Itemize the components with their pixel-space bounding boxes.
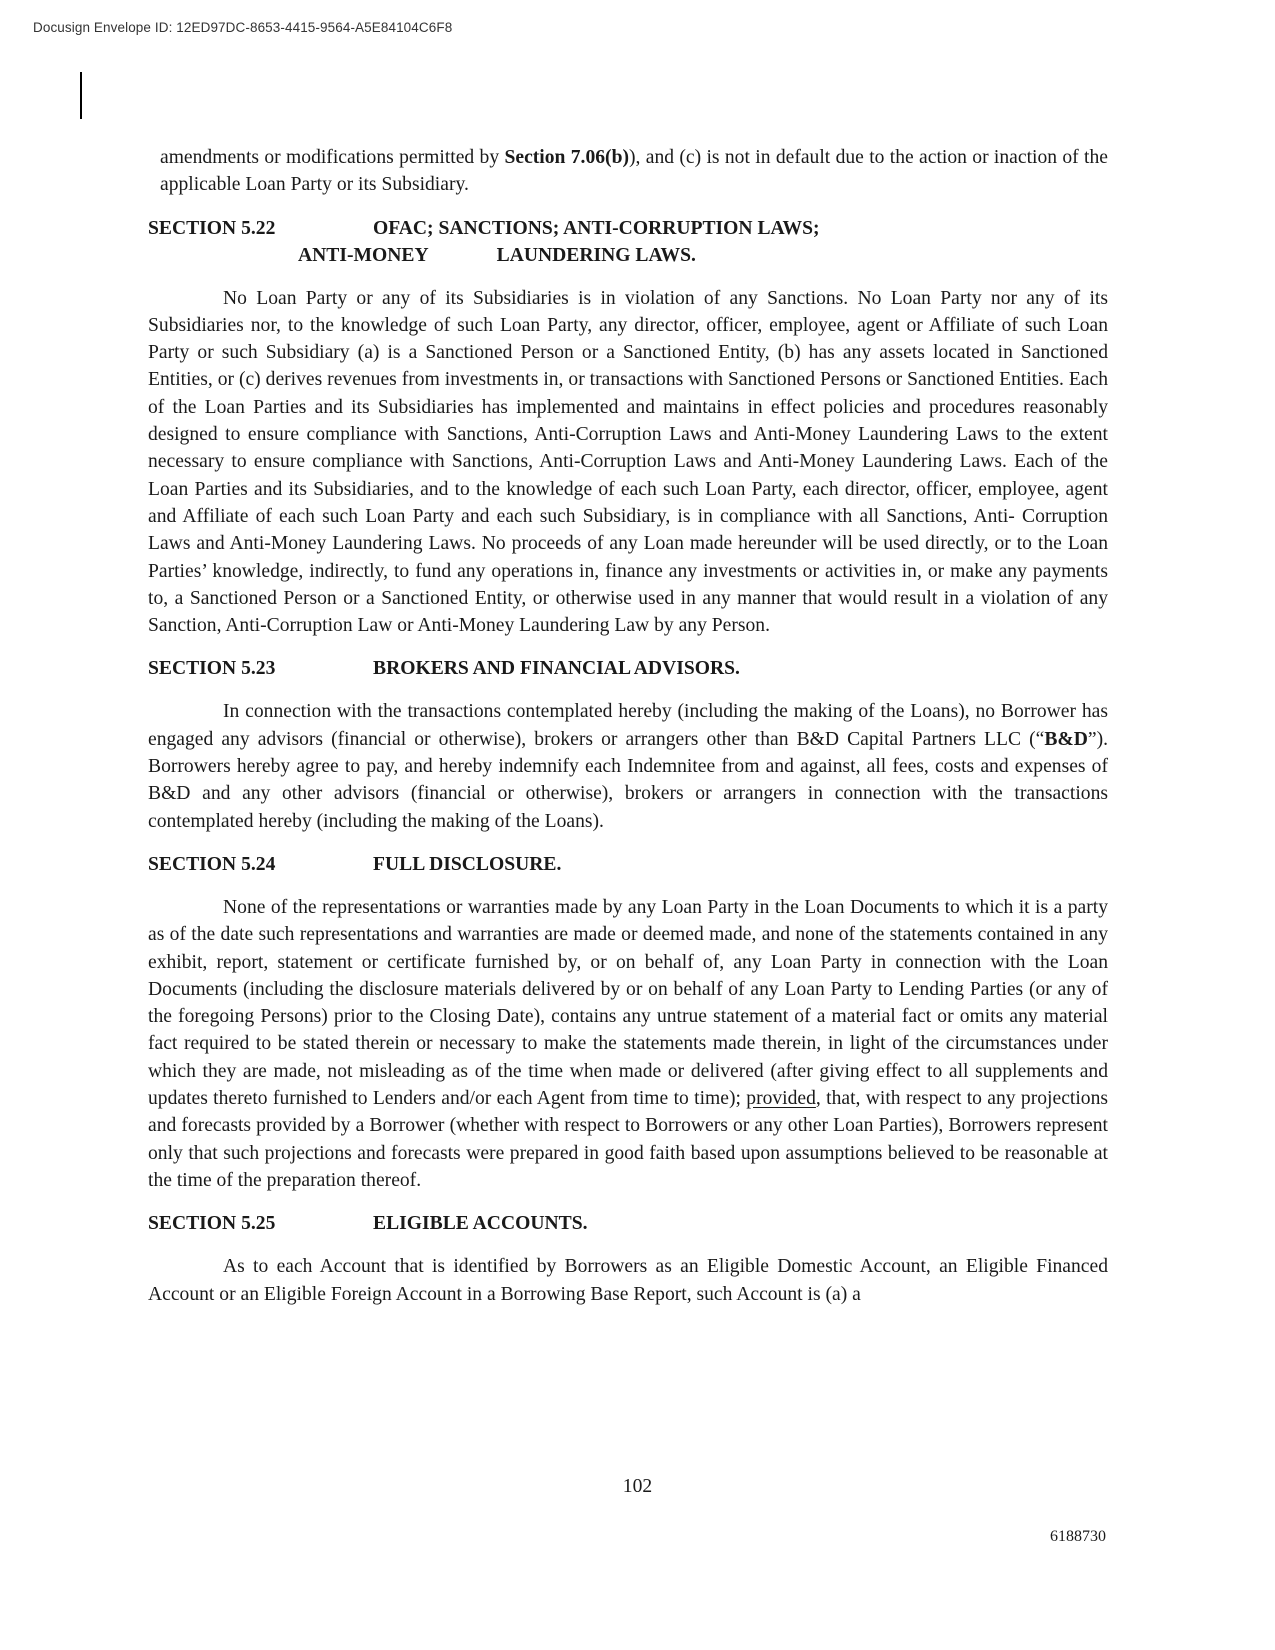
section-title: ELIGIBLE ACCOUNTS. [373,1213,588,1235]
section-5-22-heading: SECTION 5.22 OFAC; SANCTIONS; ANTI-CORRUPTION LAWS; ANTI-MONEY LAUNDERING LAWS. [148,215,1108,269]
section-number: SECTION 5.22 [148,217,276,239]
section-5-24-body: None of the representations or warranties made by any Loan Party in the Loan Documents to which it is a party as of the date such representations and warranties are made or deemed made, and none of the statements contained in any exhibit, report, statement or certificate furnished by, or on behalf of, any Loan Party in connection with the Loan Documents (including the disclosure materials delivered by or on behalf of any Loan Party to Lending Parties (or any of the foregoing Persons) prior to the Closing Date), contains any untrue statement of a material fact or omits any material fact required to be stated therein or necessary to make the statements made therein, in light of the circumstances under which they are made, not misleading as of the time when made or delivered (after giving effect to all supplements and updates thereto furnished to Lenders and/or each Agent from time to time); provided, that, with respect to any projections and forecasts provided by a Borrower (whether with respect to Borrowers or any other Loan Parties), Borrowers represent only that such projections and forecasts were prepared in good faith based upon assumptions believed to be reasonable at the time of the preparation thereof. [148,896,1108,1191]
docusign-envelope-id: Docusign Envelope ID: 12ED97DC-8653-4415-9564-A5E84104C6F8 [33,20,453,35]
section-5-23-body: In connection with the transactions contemplated hereby (including the making of the Loans), no Borrower has engaged any advisors (financial or otherwise), brokers or arrangers other than B&D Capital Partners LLC (“B&D”). Borrowers hereby agree to pay, and hereby indemnify each Indemnitee from and against, all fees, costs and expenses of B&D and any other advisors (financial or otherwise), brokers or arrangers in connection with the transactions contemplated hereby (including the making of the Loans). [148,701,1108,832]
section-number: SECTION 5.24 [148,853,276,875]
section-5-22-body: No Loan Party or any of its Subsidiaries is in violation of any Sanctions. No Loan Party nor any of its Subsidiaries nor, to the knowledge of such Loan Party, any director, officer, employee, agent or Affiliate of such Loan Party or such Subsidiary (a) is a Sanctioned Person or a Sanctioned Entity, (b) has any assets located in Sanctioned Entities, or (c) derives revenues from investments in, or transactions with Sanctioned Persons or Sanctioned Entities. Each of the Loan Parties and its Subsidiaries has implemented and maintains in effect policies and procedures reasonably designed to ensure compliance with Sanctions, Anti-Corruption Laws and Anti-Money Laundering Laws to the extent necessary to ensure compliance with Sanctions, Anti-Corruption Laws and Anti-Money Laundering Laws. Each of the Loan Parties and its Subsidiaries, and to the knowledge of each such Loan Party, each director, officer, employee, agent and Affiliate of each such Loan Party and each such Subsidiary, is in compliance with all Sanctions, Anti- Corruption Laws and Anti-Money Laundering Laws. No proceeds of any Loan made hereunder will be used directly, or to the Loan Parties’ knowledge, indirectly, to fund any operations in, finance any investments or activities in, or make any payments to, a Sanctioned Person or a Sanctioned Entity, or otherwise used in any manner that would result in a violation of any Sanction, Anti-Corruption Law or Anti-Money Laundering Law by any Person. [148,287,1108,637]
section-5-25-heading [148,1210,1108,1237]
section-number: SECTION 5.25 [148,1213,276,1235]
continuation-paragraph: amendments or modifications permitted by Section 7.06(b)), and (c) is not in default due to the action or inaction of the applicable Loan Party or its Subsidiary. [160,147,1108,196]
revision-change-bar [80,72,82,119]
document-body [148,144,1108,1308]
section-5-25-body: As to each Account that is identified by Borrowers as an Eligible Domestic Account, an Eligible Financed Account or an Eligible Foreign Account in a Borrowing Base Report, such Account is (a) a [148,1256,1108,1305]
section-5-23-heading [148,655,1108,682]
section-number: SECTION 5.23 [148,658,276,680]
document-id: 6188730 [1050,1528,1106,1545]
section-5-24-heading [148,851,1108,878]
section-title: FULL DISCLOSURE. [373,853,562,875]
page-number: 102 [622,1476,653,1497]
section-title: OFAC; SANCTIONS; ANTI-CORRUPTION LAWS; [373,217,820,239]
section-title: BROKERS AND FINANCIAL ADVISORS. [373,658,740,680]
